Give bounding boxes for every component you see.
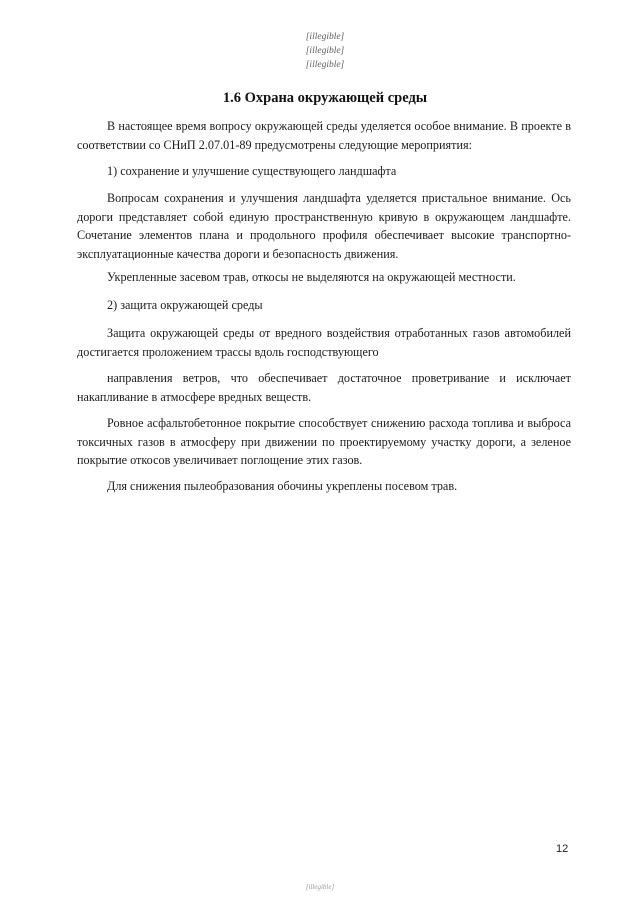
footer-mark: [illegible] xyxy=(305,883,335,891)
paragraph-landscape: Вопросам сохранения и улучшения ландшафта уделяется пристальное внимание. Ось дороги представляет собой единую пространственную кривую в окружающем ландшафте. Сочетание элементов плана и продольного профиля обеспечивает высокие транспортно-эксплуатационные качества дороги и безопасность движения. xyxy=(77,191,571,261)
header-line: [illegible] xyxy=(305,46,345,56)
paragraph-intro: В настоящее время вопросу окружающей среды уделяется особое внимание. В проекте в соответствии со СНиП 2.07.01-89 предусмотрены следующие мероприятия: xyxy=(77,119,571,152)
list-item-protection: 2) защита окружающей среды xyxy=(107,298,263,312)
header-line: [illegible] xyxy=(305,60,345,70)
paragraph-dust: Для снижения пылеобразования обочины укреплены посевом трав. xyxy=(107,479,458,493)
paragraph-slopes: Укрепленные засевом трав, откосы не выделяются на окружающей местности. xyxy=(107,270,516,284)
header-line: [illegible] xyxy=(305,32,345,42)
paragraph-winds: направления ветров, что обеспечивает достаточное проветривание и исключает накапливание в атмосфере вредных веществ. xyxy=(77,371,571,404)
page-number: 12 xyxy=(556,843,569,855)
paragraph-protection: Защита окружающей среды от вредного воздействия отработанных газов автомобилей достигается проложением трассы вдоль господствующего xyxy=(77,326,571,359)
section-title: 1.6 Охрана окружающей среды xyxy=(222,90,428,106)
document-header xyxy=(80,30,570,72)
paragraph-asphalt: Ровное асфальтобетонное покрытие способствует снижению расхода топлива и выброса токсичных газов в атмосферу при движении по проектируемому участку дороги, а зеленое покрытие откосов увеличивает поглощение этих газов. xyxy=(77,416,571,467)
list-item-landscape: 1) сохранение и улучшение существующего ландшафта xyxy=(107,164,397,178)
